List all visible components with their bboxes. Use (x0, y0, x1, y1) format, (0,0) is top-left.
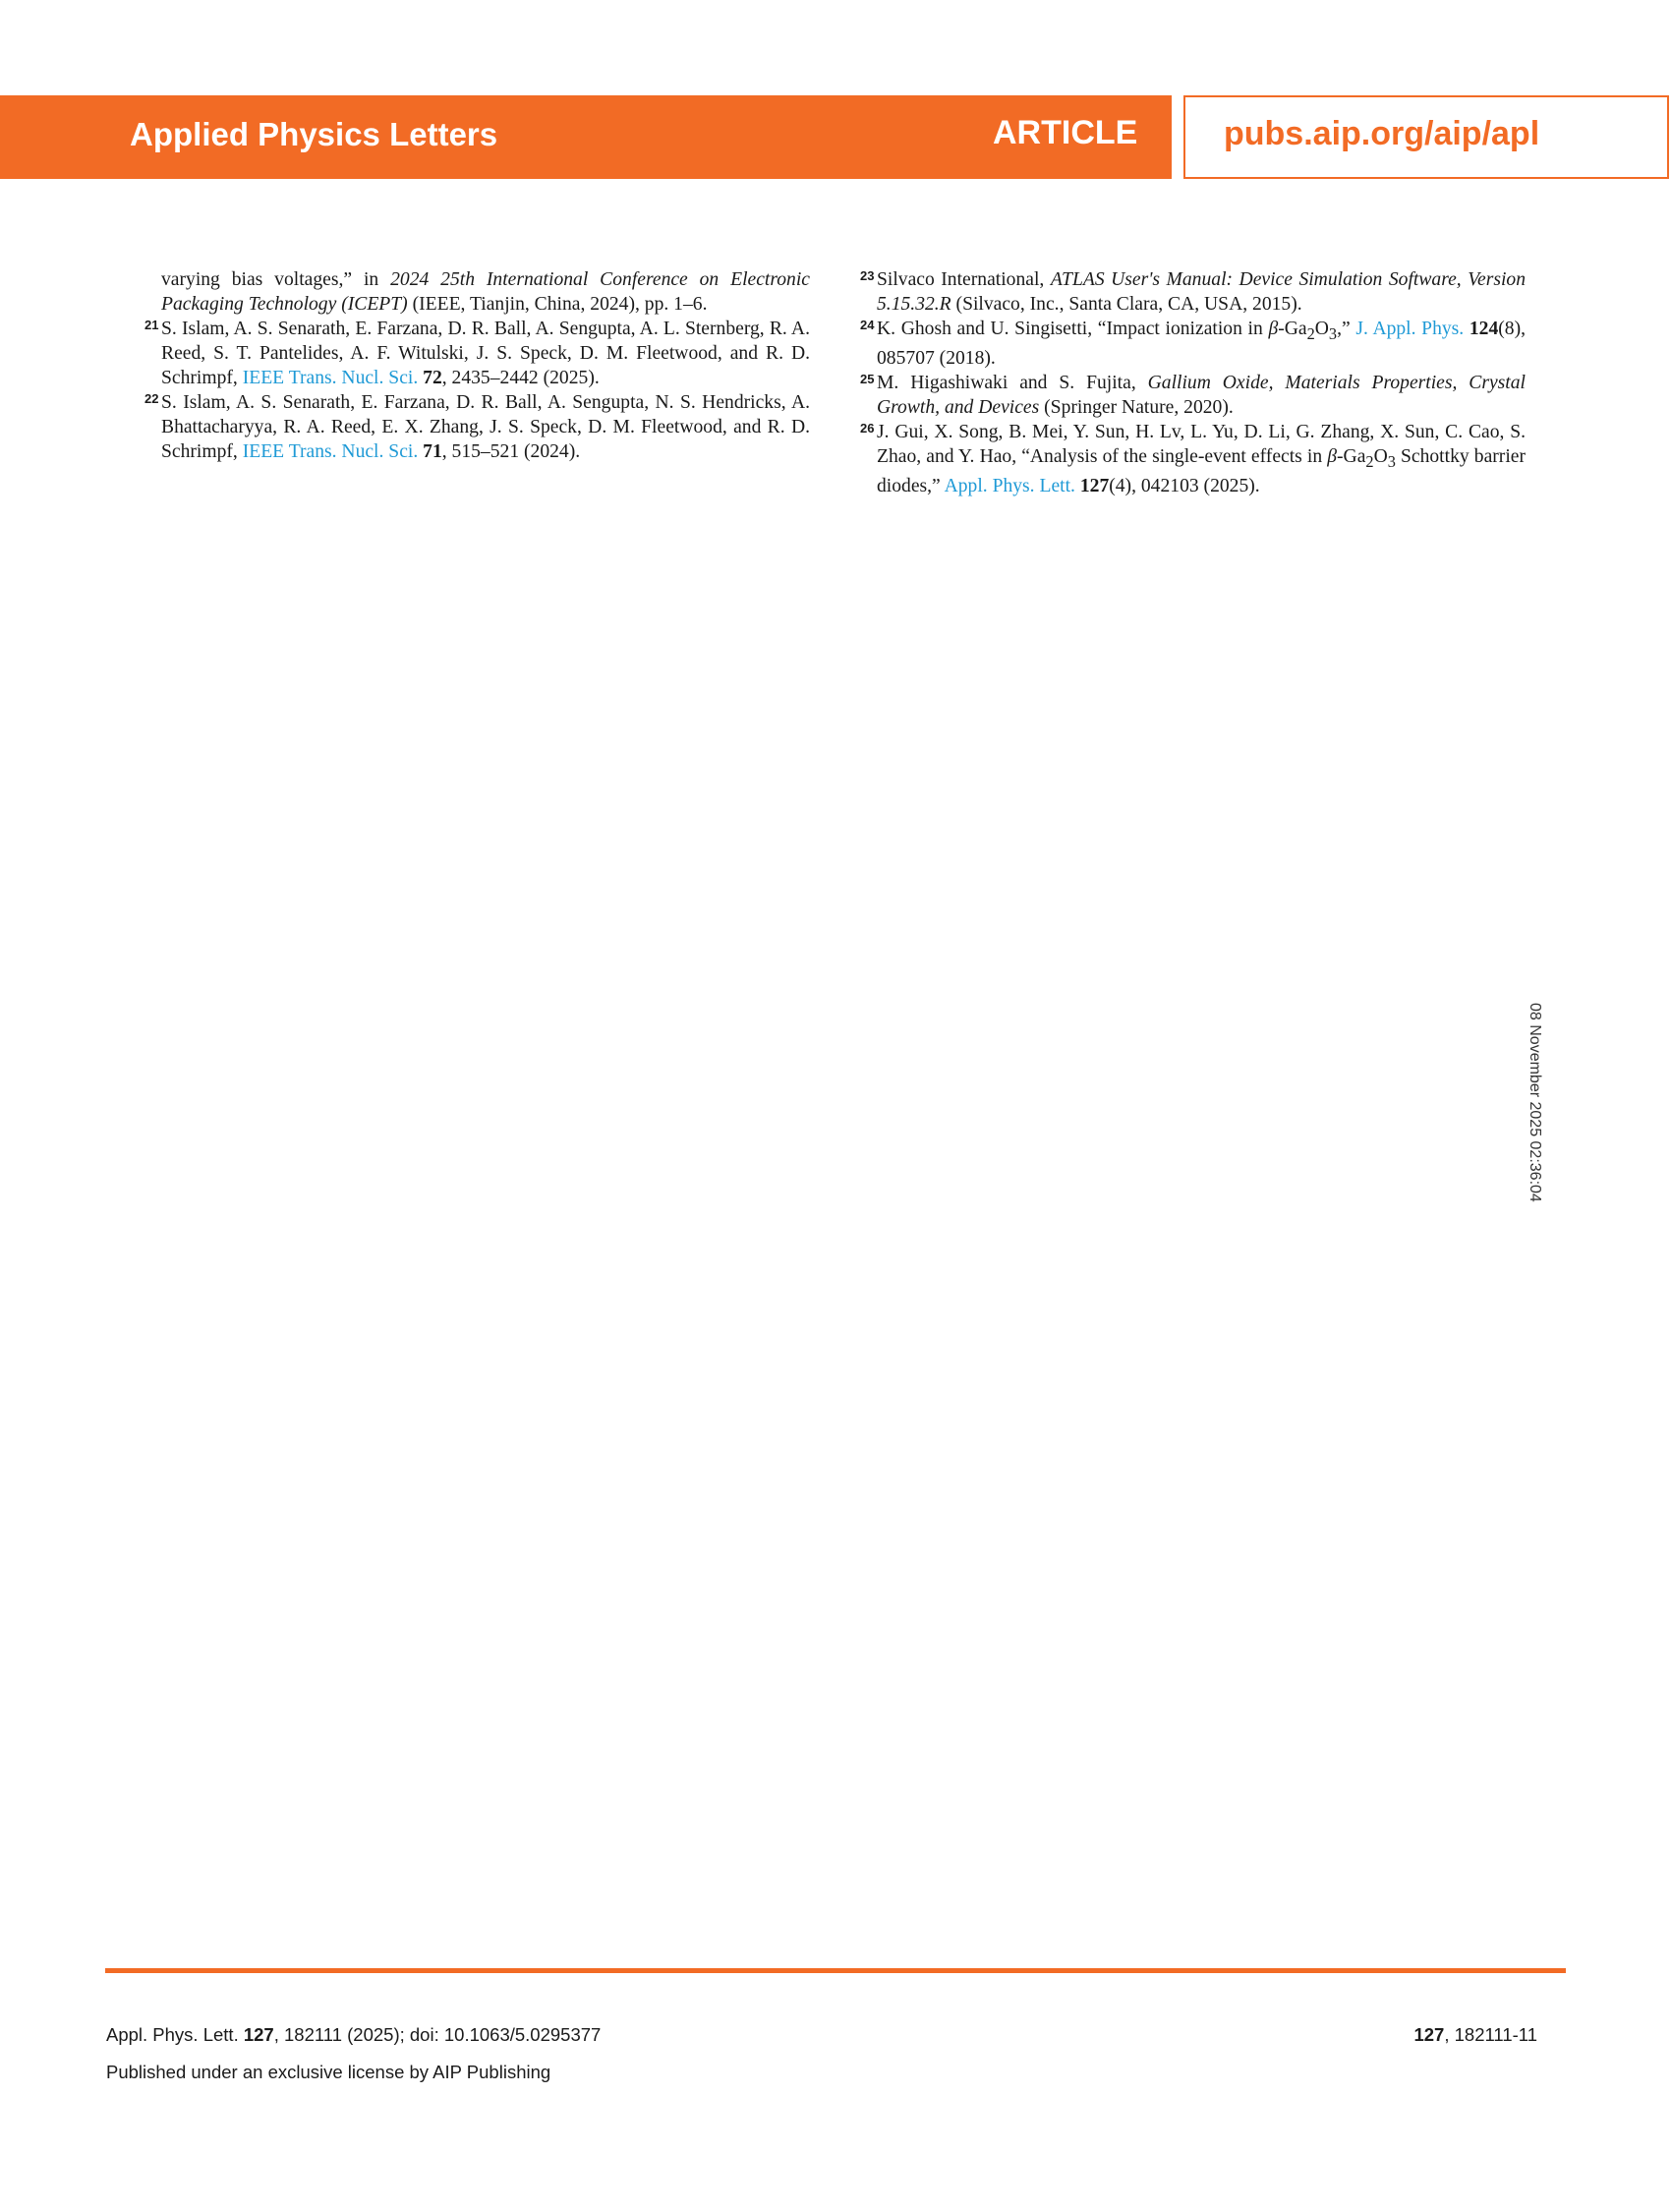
footer-divider (105, 1968, 1566, 1973)
footer-citation-doi: , 182111 (2025); doi: 10.1063/5.0295377 (273, 2024, 602, 2045)
beta-symbol: β (1327, 445, 1338, 467)
reference-text: Silvaco International, (877, 269, 1051, 290)
reference-text: varying bias voltages,” in (161, 269, 391, 290)
reference-volume: 124 (1469, 319, 1499, 339)
reference-title: 2024 25th International Conference on Electronic Packaging Technology (ICEPT) (161, 269, 810, 315)
reference-authors: S. Islam, A. S. Senarath, E. Farzana, D. R. Ball, A. Sengupta, A. L. Sternberg, R. A. Reed, S. T. Pantelides, A. F. Witulski, J. S. Speck, D. M. Fleetwood, and R. D. Schrimpf, (161, 319, 810, 388)
reference-text: (IEEE, Tianjin, China, 2024), pp. 1–6. (407, 294, 708, 315)
references-right-column (860, 267, 1526, 498)
article-label: ARTICLE (993, 114, 1138, 151)
reference-24 (860, 317, 1526, 371)
reference-21 (144, 317, 810, 390)
reference-22 (144, 390, 810, 464)
reference-journal-link[interactable]: J. Appl. Phys. (1355, 319, 1465, 339)
reference-23 (860, 267, 1526, 317)
footer-page-volume: 127 (1413, 2024, 1445, 2045)
journal-url-link[interactable]: pubs.aip.org/aip/apl (1224, 115, 1540, 152)
reference-pages: (4), 042103 (2025). (1109, 475, 1260, 496)
reference-text: J. Gui, X. Song, B. Mei, Y. Sun, H. Lv, L. Yu, D. Li, G. Zhang, X. Sun, C. Cao, S. Zhao, and Y. Hao, “Analysis of the single-event effects in (877, 421, 1526, 467)
reference-26 (860, 420, 1526, 498)
footer-page-id: , 182111-11 (1444, 2024, 1537, 2045)
footer-citation-journal: Appl. Phys. Lett. (106, 2024, 244, 2045)
reference-text: K. Ghosh and U. Singisetti, “Impact ionization in (877, 319, 1269, 339)
footer-citation (106, 2024, 601, 2046)
reference-text: M. Higashiwaki and S. Fujita, (877, 372, 1148, 393)
reference-title: Gallium Oxide, Materials Properties, Crystal Growth, and Devices (877, 372, 1526, 418)
reference-volume: 71 (423, 441, 442, 462)
reference-number: 26 (860, 420, 875, 436)
reference-number: 25 (860, 371, 875, 386)
reference-journal-link[interactable]: IEEE Trans. Nucl. Sci. (242, 368, 419, 388)
references-left-column (144, 267, 810, 464)
reference-volume: 72 (423, 368, 442, 388)
reference-text: Schottky barrier diodes,” (877, 445, 1526, 496)
beta-symbol: β (1268, 319, 1279, 339)
formula-subscript: 3 (1387, 451, 1396, 471)
reference-number: 22 (144, 391, 159, 406)
reference-number: 24 (860, 318, 875, 332)
formula-text: -Ga (1337, 445, 1366, 467)
reference-journal-link[interactable]: IEEE Trans. Nucl. Sci. (242, 441, 419, 462)
formula-text: -Ga (1278, 319, 1307, 339)
footer-citation-volume: 127 (243, 2024, 274, 2045)
formula-text: O (1314, 319, 1329, 339)
reference-number: 21 (144, 318, 159, 332)
formula-subscript: 2 (1365, 451, 1374, 471)
reference-volume: 127 (1079, 475, 1110, 496)
reference-title: ATLAS User's Manual: Device Simulation Software, Version 5.15.32.R (877, 269, 1526, 315)
reference-text: (Silvaco, Inc., Santa Clara, CA, USA, 2015). (951, 294, 1302, 315)
reference-pages: (8), 085707 (2018). (877, 319, 1526, 369)
download-timestamp-watermark: 08 November 2025 02:36:04 (1527, 1003, 1543, 1202)
reference-journal-link[interactable]: Appl. Phys. Lett. (944, 475, 1075, 496)
reference-authors: S. Islam, A. S. Senarath, E. Farzana, D. R. Ball, A. Sengupta, N. S. Hendricks, A. Bhattacharyya, R. A. Reed, E. X. Zhang, J. S. Speck, D. M. Fleetwood, and R. D. Schrimpf, (161, 392, 810, 462)
reference-25 (860, 371, 1526, 420)
formula-subscript: 3 (1328, 323, 1338, 343)
reference-text: (Springer Nature, 2020). (1039, 396, 1234, 418)
reference-number: 23 (860, 268, 875, 283)
reference-pages: , 2435–2442 (2025). (441, 368, 600, 388)
reference-pages: , 515–521 (2024). (441, 441, 581, 462)
journal-name: Applied Physics Letters (130, 116, 498, 152)
formula-subscript: 2 (1306, 323, 1315, 343)
footer-license: Published under an exclusive license by AIP Publishing (106, 2062, 551, 2082)
footer-page-number (1413, 2024, 1537, 2046)
formula-text: O (1373, 445, 1388, 467)
reference-text: ,” (1337, 319, 1356, 339)
reference-20-continuation (161, 267, 810, 317)
